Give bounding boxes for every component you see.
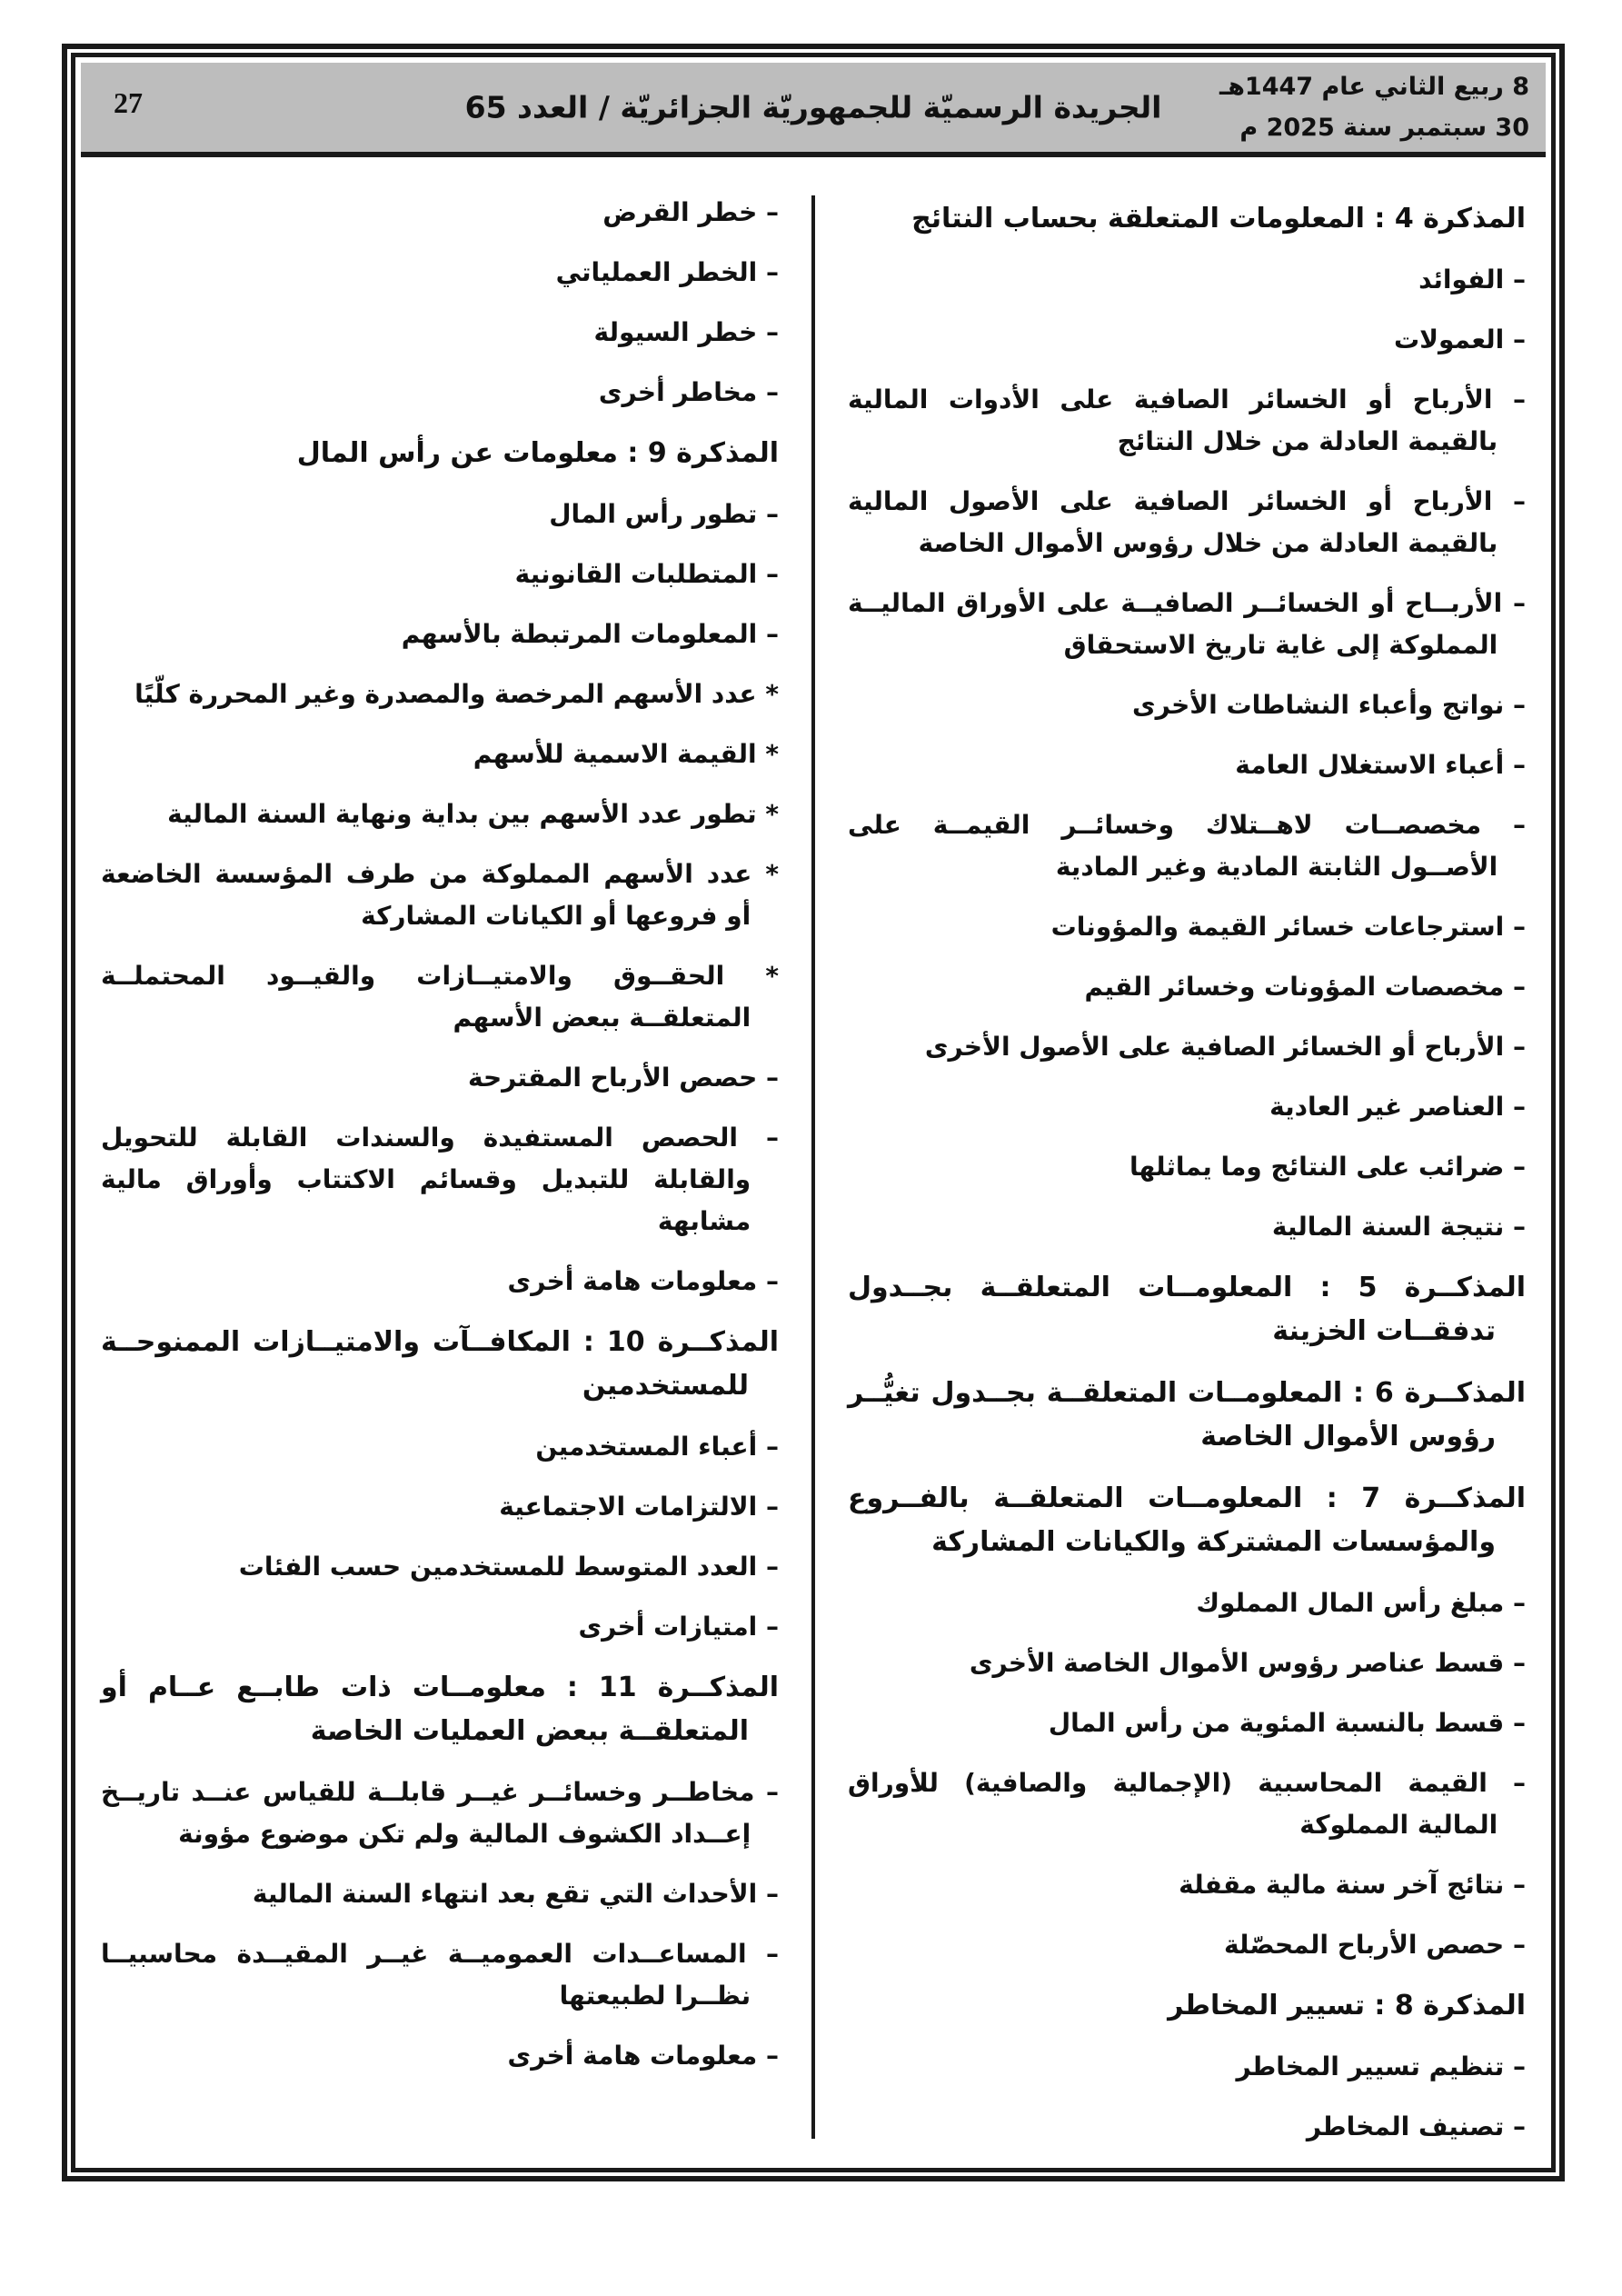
list-item: – تطور رأس المال <box>549 499 779 529</box>
list-item: – نتيجة السنة المالية <box>1271 1212 1526 1242</box>
list-item: – استرجاعات خسائر القيمة والمؤونات <box>1050 912 1526 942</box>
list-item: – الأرباح أو الخسائر الصافية على الأدوات المالية بالقيمة العادلة من خلال النتائج <box>848 384 1526 456</box>
list-item: – حصص الأرباح المقترحة <box>467 1063 779 1093</box>
list-item: * القيمة الاسمية للأسهم <box>473 739 779 769</box>
list-item: – مخصصــات لاهــتلاك وخسائــر القيمــة على الأصــول الثابتة المادية وغير المادية <box>848 810 1526 882</box>
page-number: 27 <box>114 86 143 119</box>
list-item: – نتائج آخر سنة مالية مقفلة <box>1179 1870 1526 1900</box>
date-block <box>1219 66 1529 148</box>
section-heading: المذكــرة 7 : المعلومــات المتعلقــة بالفــروع والمؤسسات المشتركة والكيانات المشاركة <box>848 1482 1526 1558</box>
list-item: – الأرباح أو الخسائر الصافية على الأصول الأخرى <box>924 1032 1526 1062</box>
list-item: – الحصص المستفيدة والسندات القابلة للتحويل والقابلة للتبديل وقسائم الاكتتاب وأوراق مالية مشابهة <box>101 1123 779 1236</box>
date-hijri: 8 ربيع الثاني عام 1447هـ <box>1219 73 1529 101</box>
list-item: – الالتزامات الاجتماعية <box>499 1492 779 1522</box>
header-band <box>81 63 1546 157</box>
page-content <box>75 157 1551 2172</box>
list-item: * الحقــوق والامتيــازات والقيــود المحتملــة المتعلقــة ببعض الأسهم <box>101 961 779 1033</box>
list-item: – ضرائب على النتائج وما يماثلها <box>1129 1152 1526 1182</box>
column-left <box>90 192 790 2166</box>
list-item: – مخصصات المؤونات وخسائر القيم <box>1084 972 1526 1002</box>
list-item: – أعباء المستخدمين <box>535 1432 779 1462</box>
list-item: – الأحداث التي تقع بعد انتهاء السنة المالية <box>252 1879 779 1909</box>
column-right <box>837 192 1537 2166</box>
list-item: – تنظيم تسيير المخاطر <box>1236 2051 1526 2081</box>
list-item: – خطر القرض <box>602 197 779 227</box>
list-item: – معلومات هامة أخرى <box>507 2041 779 2071</box>
list-item: * عدد الأسهم المرخصة والمصدرة وغير المحررة كلّيًا <box>134 679 779 709</box>
list-item: – العمولات <box>1394 324 1526 354</box>
section-heading: المذكــرة 5 : المعلومــات المتعلقــة بجــدول تدفقــات الخزينة <box>848 1272 1526 1347</box>
list-item: – العدد المتوسط للمستخدمين حسب الفئات <box>238 1552 779 1582</box>
list-item: – مخاطــر وخسائــر غيــر قابلــة للقياس عنــد تاريــخ إعــداد الكشوف المالية ولم تكن موضوع مؤونة <box>101 1777 779 1849</box>
list-item: – الأربــاح أو الخسائــر الصافيــة على الأوراق الماليــة المملوكة إلى غاية تاريخ الاستحقاق <box>848 588 1526 660</box>
list-item: – العناصر غير العادية <box>1269 1092 1526 1122</box>
list-item: – تصنيف المخاطر <box>1306 2111 1526 2141</box>
section-heading: المذكرة 8 : تسيير المخاطر <box>1168 1990 1526 2021</box>
list-item: * تطور عدد الأسهم بين بداية ونهاية السنة المالية <box>167 799 779 829</box>
list-item: – القيمة المحاسبية (الإجمالية والصافية) للأوراق المالية المملوكة <box>848 1768 1526 1840</box>
list-item: – المتطلبات القانونية <box>514 559 779 589</box>
list-item: – امتيازات أخرى <box>578 1612 779 1642</box>
section-heading: المذكــرة 6 : المعلومــات المتعلقــة بجــدول تغيُّــر رؤوس الأموال الخاصة <box>848 1377 1526 1452</box>
list-item: – الخطر العملياتي <box>555 257 779 287</box>
list-item: – معلومات هامة أخرى <box>507 1266 779 1296</box>
section-heading: المذكرة 9 : معلومات عن رأس المال <box>296 437 779 469</box>
list-item: – المساعــدات العموميــة غيــر المقيــدة محاسبيــا نظــرا لطبيعتها <box>101 1939 779 2011</box>
list-item: – قسط عناصر رؤوس الأموال الخاصة الأخرى <box>969 1648 1526 1678</box>
list-item: – نواتج وأعباء النشاطات الأخرى <box>1131 690 1526 720</box>
gazette-title: الجريدة الرسميّة للجمهوريّة الجزائريّة / العدد 65 <box>464 89 1162 125</box>
list-item: – مخاطر أخرى <box>598 377 779 407</box>
section-heading: المذكرة 4 : المعلومات المتعلقة بحساب النتائج <box>911 203 1526 235</box>
list-item: * عدد الأسهم المملوكة من طرف المؤسسة الخاضعة أو فروعها أو الكيانات المشاركة <box>101 859 779 931</box>
page-frame <box>62 44 1565 2181</box>
list-item: – أعباء الاستغلال العامة <box>1235 750 1526 780</box>
list-item: – المعلومات المرتبطة بالأسهم <box>401 619 779 649</box>
list-item: – مبلغ رأس المال المملوك <box>1196 1588 1526 1618</box>
list-item: – حصص الأرباح المحصّلة <box>1223 1930 1526 1960</box>
date-gregorian: 30 سبتمبر سنة 2025 م <box>1239 114 1529 142</box>
column-divider <box>811 195 815 2139</box>
section-heading: المذكــرة 11 : معلومــات ذات طابــع عــام أو المتعلقــة ببعض العمليات الخاصة <box>101 1672 779 1747</box>
list-item: – قسط بالنسبة المئوية من رأس المال <box>1048 1708 1526 1738</box>
list-item: – الفوائد <box>1418 265 1526 294</box>
section-heading: المذكــرة 10 : المكافــآت والامتيــازات الممنوحــة للمستخدمين <box>101 1326 779 1402</box>
page-inner-frame <box>71 53 1556 2172</box>
list-item: – خطر السيولة <box>593 317 779 347</box>
list-item: – الأرباح أو الخسائر الصافية على الأصول المالية بالقيمة العادلة من خلال رؤوس الأموال الخاصة <box>848 486 1526 558</box>
